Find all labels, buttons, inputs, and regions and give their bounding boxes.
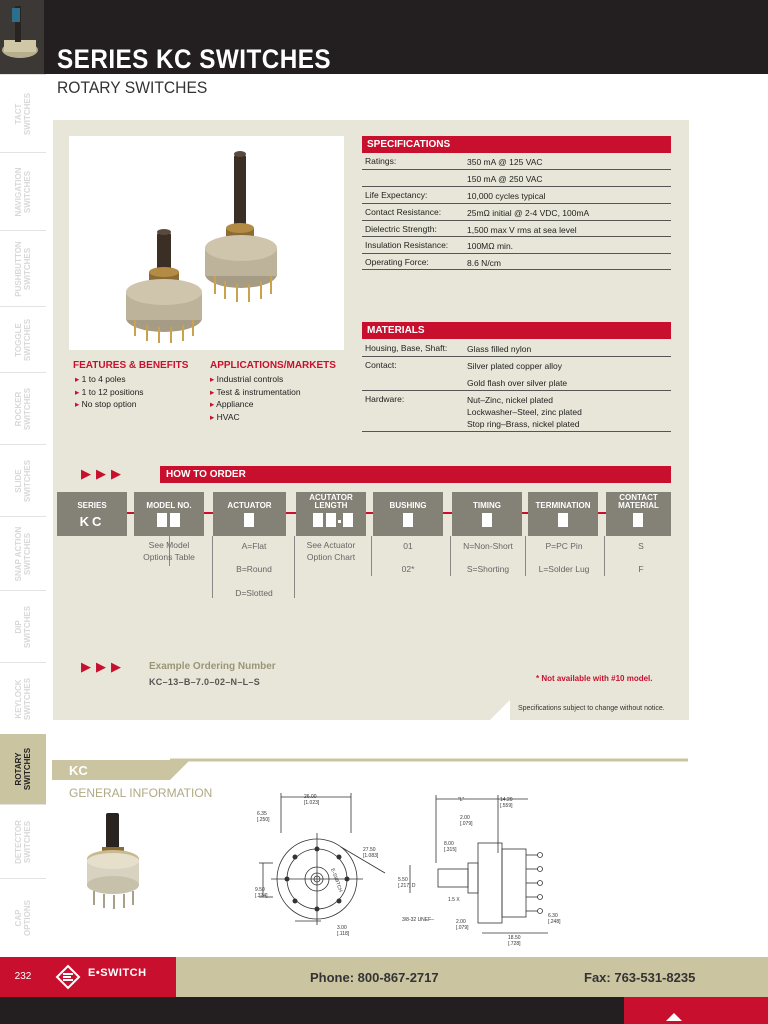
model-options: See Model Options Table [143, 540, 195, 562]
length-options: See Actuator Option Chart [306, 540, 356, 562]
side-tab-label: NAVIGATION SWITCHES [14, 166, 32, 217]
actuator-option: B=Round [236, 564, 272, 574]
dim-label-text: 6.30 [548, 913, 558, 919]
order-box-bushing [373, 492, 443, 536]
side-tabs [0, 74, 46, 957]
side-tab-rotary[interactable] [0, 734, 46, 804]
guide-line [294, 536, 295, 598]
side-tab-detector[interactable] [0, 804, 46, 878]
dim-label-line: [.079] [460, 821, 473, 827]
svg-text:2.00[.079] [460, 815, 473, 827]
features-list [75, 373, 144, 411]
spec-key: Operating Force: [365, 257, 429, 267]
order-box-timing [452, 492, 522, 536]
dim-label-text: 6.35 [257, 811, 267, 817]
material-value: Silver plated copper alloy [467, 361, 562, 371]
spec-value: 25mΩ initial @ 2-4 VDC, 100mA [467, 208, 590, 218]
side-tab-keylock[interactable] [0, 662, 46, 734]
guide-line [212, 536, 213, 598]
order-box-actuator-length [296, 492, 366, 536]
side-tab-rocker[interactable] [0, 372, 46, 444]
dim-label-line: [.118] [337, 931, 350, 937]
dim-label-line: [.248] [548, 919, 561, 925]
svg-text:9.50[.374] [255, 887, 268, 899]
fax-number: Fax: 763-531-8235 [584, 970, 696, 985]
series-label: KC [69, 763, 88, 778]
material-value: Nut–Zinc, nickel plated Lockwasher–Steel, zinc plated Stop ring–Brass, nickel plated [467, 395, 582, 429]
dim-label-text: 14.20 [500, 797, 513, 803]
side-view-drawing [398, 793, 578, 947]
code-slot [244, 513, 254, 527]
material-key: Hardware: [365, 394, 405, 404]
dim-label-text: 1.5 X [448, 897, 460, 903]
svg-text:1.5 X [448, 897, 460, 903]
features-title: FEATURES & BENEFITS [73, 360, 189, 371]
dim-label-text: 8.00 [444, 841, 454, 847]
code-slot [157, 513, 167, 527]
spec-value: 100MΩ min. [467, 241, 514, 251]
side-tab-label: SLIDE SWITCHES [14, 459, 32, 502]
dim-label-line: [1.023] [304, 800, 320, 806]
side-tab-label: DIP SWITCHES [14, 605, 32, 648]
side-tab-label: TOGGLE SWITCHES [14, 318, 32, 361]
spec-value: 10,000 cycles typical [467, 191, 546, 201]
side-tab-tact[interactable] [0, 74, 46, 152]
spec-row [362, 237, 671, 254]
arrow-icons: ▶▶▶ [81, 659, 126, 674]
order-box-model [134, 492, 204, 536]
kc-band [52, 760, 688, 780]
code-slot [170, 513, 180, 527]
footer-corner [624, 997, 768, 1024]
side-tab-label: DETECTOR SWITCHES [14, 819, 32, 864]
bushing-option: 01 [403, 541, 413, 551]
svg-text:5.50[.217] D [398, 877, 416, 889]
material-value: Glass filled nylon [467, 344, 532, 354]
side-tab-dip[interactable] [0, 590, 46, 662]
material-value: Gold flash over silver plate [467, 378, 568, 388]
side-tab-cap-options[interactable] [0, 878, 46, 957]
dim-label-text: 18.50 [508, 935, 521, 941]
general-info-title: GENERAL INFORMATION [69, 786, 213, 800]
up-arrow-icon[interactable] [666, 1013, 682, 1021]
feature-item: ▸ 1 to 12 positions [75, 386, 144, 399]
dim-label-line: [.728] [508, 941, 521, 947]
spec-row [362, 254, 671, 270]
code-slot [343, 513, 353, 527]
availability-note: * Not available with #10 model. [536, 674, 653, 683]
actuator-option: D=Slotted [235, 588, 273, 598]
front-view-drawing [255, 793, 395, 943]
dim-label-text: 2.00 [456, 919, 466, 925]
application-item: ▸ Appliance [210, 398, 301, 411]
side-tab-slide[interactable] [0, 444, 46, 516]
application-item: ▸ Test & instrumentation [210, 386, 301, 399]
termination-option: P=PC Pin [545, 541, 583, 551]
spec-key: Ratings: [365, 156, 397, 166]
code-slot [313, 513, 323, 527]
contact-option: S [638, 541, 644, 551]
page-number: 232 [0, 957, 46, 997]
termination-option: L=Solder Lug [538, 564, 590, 574]
spec-value: 8.6 N/cm [467, 258, 502, 268]
dim-label-text: 27.50 [363, 847, 376, 853]
applications-title: APPLICATIONS/MARKETS [210, 360, 336, 371]
code-slot [403, 513, 413, 527]
page-subtitle: ROTARY SWITCHES [57, 78, 208, 97]
side-tab-snap-action[interactable] [0, 516, 46, 590]
order-box-header: CONTACT MATERIAL [618, 493, 659, 510]
dim-label-text: E-SWITCH [329, 867, 344, 893]
panel-corner-notch [488, 700, 510, 722]
dim-label-text: 5.50 [398, 877, 408, 883]
side-tab-label: CAP OPTIONS [14, 899, 32, 937]
spec-key: Life Expectancy: [365, 190, 428, 200]
order-box-header: TERMINATION [535, 501, 591, 510]
brand-name: E•SWITCH [88, 967, 147, 979]
order-box-contact-material [606, 492, 671, 536]
side-tab-label: ROCKER SWITCHES [14, 387, 32, 430]
spec-value: 350 mA @ 125 VAC [467, 157, 543, 167]
product-photo-small [76, 805, 156, 920]
disclaimer: Specifications subject to change without notice. [518, 705, 665, 712]
spec-row [362, 187, 671, 204]
svg-text:8.00[.315] [444, 841, 457, 853]
dim-label-line: [.217] D [398, 883, 416, 889]
dim-label-text: 3.00 [337, 925, 347, 931]
how-to-order-heading: HOW TO ORDER [160, 466, 671, 483]
order-box-header: MODEL NO. [146, 501, 192, 510]
side-tab-label: TACT SWITCHES [14, 92, 32, 135]
timing-option: S=Shorting [466, 564, 510, 574]
product-photo [69, 136, 344, 350]
order-box-header: SERIES [77, 501, 107, 510]
dim-label-text: 3/8-32 UNEF– [402, 917, 434, 923]
svg-text:18.50[.728] [508, 935, 521, 947]
feature-item: ▸ 1 to 4 poles [75, 373, 144, 386]
example-number: KC–13–B–7.0–02–N–L–S [149, 677, 261, 687]
guide-line [371, 536, 372, 576]
dim-label-text: 2.00 [460, 815, 470, 821]
material-row [362, 340, 671, 357]
order-box-header: ACTUATOR [227, 501, 272, 510]
arrow-icons: ▶▶▶ [81, 466, 126, 481]
dim-label-text: 9.50 [255, 887, 265, 893]
spec-row [362, 221, 671, 237]
code-slot [326, 513, 336, 527]
series-code: KC [79, 514, 105, 529]
dim-label-line: [.374] [255, 893, 268, 899]
side-tab-label: SNAP ACTION SWITCHES [14, 526, 32, 581]
actuator-option: A=Flat [241, 541, 267, 551]
dim-label-text: 26.00 [304, 794, 317, 800]
spec-value: 1,500 max V rms at sea level [467, 225, 577, 235]
e-switch-logo-icon [56, 965, 80, 989]
svg-text:6.30[.248] [548, 913, 561, 925]
material-row [362, 391, 671, 432]
code-slot [558, 513, 568, 527]
side-tab-label: KEYLOCK SWITCHES [14, 677, 32, 720]
order-box-termination [528, 492, 598, 536]
material-key: Housing, Base, Shaft: [365, 343, 448, 353]
application-item: ▸ HVAC [210, 411, 301, 424]
dim-label-text: "L" [458, 797, 465, 803]
svg-text:3/8-32 UNEF– [402, 917, 434, 923]
svg-text:"L" [458, 797, 465, 803]
side-tab-label: PUSHBUTTON SWITCHES [14, 240, 32, 297]
svg-text:27.50[1.083] [363, 847, 379, 859]
product-thumbnail [0, 0, 44, 74]
spec-row [362, 204, 671, 221]
spec-key: Dielectric Strength: [365, 224, 437, 234]
side-tab-label: ROTARY SWITCHES [14, 747, 32, 791]
order-box-series [57, 492, 127, 536]
dim-label-line: [.315] [444, 847, 457, 853]
svg-text:3.00[.118] [337, 925, 350, 937]
side-tab-toggle[interactable] [0, 306, 46, 372]
svg-text:2.00[.079] [456, 919, 469, 931]
page-title: SERIES KC SWITCHES [57, 44, 332, 74]
dim-label [304, 794, 320, 806]
order-box-actuator [213, 492, 286, 536]
spec-row [362, 170, 671, 187]
phone-number: Phone: 800-867-2717 [310, 970, 439, 985]
materials-heading: MATERIALS [362, 322, 671, 339]
dim-label-line: [1.083] [363, 853, 379, 859]
example-title: Example Ordering Number [149, 661, 276, 672]
material-row [362, 374, 671, 391]
spec-row [362, 153, 671, 170]
dim-label-line: [.250] [257, 817, 270, 823]
code-slot [482, 513, 492, 527]
bushing-option: 02* [401, 564, 415, 574]
timing-option: N=Non-Short [463, 541, 513, 551]
application-item: ▸ Industrial controls [210, 373, 301, 386]
code-slot [633, 513, 643, 527]
order-box-header: TIMING [473, 501, 501, 510]
guide-line [604, 536, 605, 576]
dim-label-line: [.079] [456, 925, 469, 931]
material-key: Contact: [365, 360, 397, 370]
specifications-heading: SPECIFICATIONS [362, 136, 671, 153]
contact-option: F [638, 564, 644, 574]
spec-key: Contact Resistance: [365, 207, 442, 217]
svg-text:E-SWITCH [329, 868, 343, 894]
spec-value: 150 mA @ 250 VAC [467, 174, 543, 184]
feature-item: ▸ No stop option [75, 398, 144, 411]
svg-text:6.35[.250] [257, 811, 270, 823]
spec-key: Insulation Resistance: [365, 240, 449, 250]
side-tab-navigation[interactable] [0, 152, 46, 230]
order-box-header: BUSHING [389, 501, 427, 510]
order-box-header: ACUTATOR LENGTH [309, 493, 353, 510]
dim-label-line: [.559] [500, 803, 513, 809]
svg-text:14.20[.559] [500, 797, 513, 809]
applications-list [210, 373, 301, 423]
decimal-point [338, 520, 341, 523]
material-row [362, 357, 671, 374]
side-tab-pushbutton[interactable] [0, 230, 46, 306]
